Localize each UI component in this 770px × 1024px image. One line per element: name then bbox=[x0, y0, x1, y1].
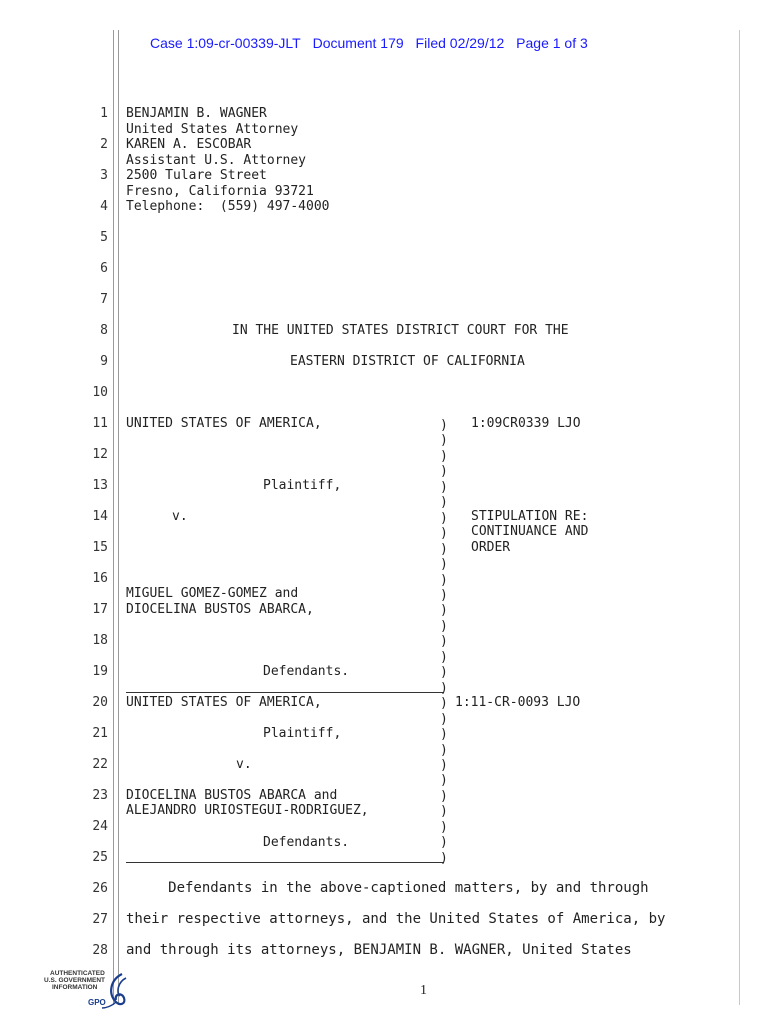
versus: v. bbox=[236, 757, 252, 772]
line-number: 1 bbox=[100, 106, 108, 121]
caption-paren: ) bbox=[440, 418, 448, 433]
line-number: 15 bbox=[92, 540, 108, 555]
caption-paren: ) bbox=[440, 448, 448, 464]
caption-paren: ) bbox=[440, 618, 448, 634]
line-number: 9 bbox=[100, 354, 108, 369]
line-number: 12 bbox=[92, 447, 108, 462]
body-line-26: Defendants in the above-captioned matters, by and through bbox=[126, 880, 649, 896]
caption-paren: ) bbox=[440, 634, 448, 650]
plaintiff-name: UNITED STATES OF AMERICA, bbox=[126, 695, 322, 710]
caption-paren: ) bbox=[440, 526, 448, 542]
line-number: 18 bbox=[92, 633, 108, 648]
caption-paren: ) bbox=[440, 696, 448, 712]
document-title-line-2: CONTINUANCE AND bbox=[471, 524, 589, 539]
defendants-line-1: DIOCELINA BUSTOS ABARCA and bbox=[126, 788, 338, 803]
defendants-line-2: ALEJANDRO URIOSTEGUI-RODRIGUEZ, bbox=[126, 803, 369, 818]
caption-paren: ) bbox=[440, 464, 448, 480]
attorney-title: United States Attorney bbox=[126, 122, 299, 137]
caption-divider bbox=[126, 862, 444, 863]
caption-paren: ) bbox=[440, 788, 448, 804]
logo-gpo-text: GPO bbox=[88, 998, 106, 1007]
case-number-second: 1:11-CR-0093 LJO bbox=[455, 695, 581, 710]
caption-paren: ) bbox=[440, 433, 448, 449]
line-number: 8 bbox=[100, 323, 108, 338]
caption-paren: ) bbox=[440, 819, 448, 835]
line-number: 25 bbox=[92, 850, 108, 865]
assistant-attorney-title: Assistant U.S. Attorney bbox=[126, 153, 307, 168]
caption-paren: ) bbox=[440, 495, 448, 511]
caption-paren: ) bbox=[440, 742, 448, 758]
defendants-label: Defendants. bbox=[263, 835, 350, 850]
line-number: 11 bbox=[92, 416, 108, 431]
caption-paren: ) bbox=[440, 572, 448, 588]
document-number: Document 179 bbox=[312, 35, 404, 51]
line-number: 16 bbox=[92, 571, 108, 586]
logo-text-3: INFORMATION bbox=[52, 984, 98, 991]
eagle-icon bbox=[102, 972, 132, 1012]
page-number: 1 bbox=[420, 983, 427, 998]
line-number: 24 bbox=[92, 819, 108, 834]
line-number: 26 bbox=[92, 881, 108, 896]
gpo-authentication-logo bbox=[40, 970, 135, 1015]
city-state-zip: Fresno, California 93721 bbox=[126, 184, 314, 199]
caption-paren: ) bbox=[440, 603, 448, 619]
line-number: 4 bbox=[100, 199, 108, 214]
line-number: 23 bbox=[92, 788, 108, 803]
line-number: 27 bbox=[92, 912, 108, 927]
court-title: IN THE UNITED STATES DISTRICT COURT FOR THE bbox=[232, 323, 569, 338]
case-number: Case 1:09-cr-00339-JLT bbox=[150, 35, 301, 51]
line-number: 22 bbox=[92, 757, 108, 772]
caption-paren: ) bbox=[440, 680, 448, 696]
body-line-28: and through its attorneys, BENJAMIN B. WAGNER, United States bbox=[126, 942, 632, 958]
caption-paren: ) bbox=[440, 773, 448, 789]
caption-paren: ) bbox=[440, 510, 448, 526]
case-number-first: 1:09CR0339 LJO bbox=[471, 416, 581, 431]
line-number: 3 bbox=[100, 168, 108, 183]
caption-divider bbox=[126, 692, 444, 693]
line-number: 28 bbox=[92, 943, 108, 958]
line-number: 13 bbox=[92, 478, 108, 493]
defendants-line-2: DIOCELINA BUSTOS ABARCA, bbox=[126, 602, 314, 617]
caption-paren: ) bbox=[440, 757, 448, 773]
filed-date: Filed 02/29/12 bbox=[415, 35, 505, 51]
attorney-name: BENJAMIN B. WAGNER bbox=[126, 106, 267, 121]
telephone: Telephone: (559) 497-4000 bbox=[126, 199, 330, 214]
caption-paren: ) bbox=[440, 665, 448, 681]
caption-paren: ) bbox=[440, 541, 448, 557]
plaintiff-label: Plaintiff, bbox=[263, 478, 342, 493]
defendants-label: Defendants. bbox=[263, 664, 350, 679]
logo-text-1: AUTHENTICATED bbox=[50, 970, 105, 977]
plaintiff-name: UNITED STATES OF AMERICA, bbox=[126, 416, 322, 431]
caption-paren: ) bbox=[440, 850, 448, 866]
line-number: 17 bbox=[92, 602, 108, 617]
line-number: 10 bbox=[92, 385, 108, 400]
caption-paren: ) bbox=[440, 711, 448, 727]
line-number: 2 bbox=[100, 137, 108, 152]
document-title-line-3: ORDER bbox=[471, 540, 511, 555]
caption-paren: ) bbox=[440, 727, 448, 742]
left-margin-rule-inner bbox=[118, 30, 119, 1005]
line-number: 14 bbox=[92, 509, 108, 524]
line-number: 19 bbox=[92, 664, 108, 679]
page-indicator: Page 1 of 3 bbox=[516, 35, 588, 51]
caption-paren: ) bbox=[440, 557, 448, 573]
caption-paren: ) bbox=[440, 588, 448, 603]
right-margin-rule bbox=[739, 30, 740, 1005]
defendants-line-1: MIGUEL GOMEZ-GOMEZ and bbox=[126, 586, 299, 601]
caption-paren: ) bbox=[440, 804, 448, 820]
caption-paren: ) bbox=[440, 479, 448, 495]
line-number: 5 bbox=[100, 230, 108, 245]
line-number: 6 bbox=[100, 261, 108, 276]
plaintiff-label: Plaintiff, bbox=[263, 726, 342, 741]
document-title-line-1: STIPULATION RE: bbox=[471, 509, 589, 524]
line-number: 21 bbox=[92, 726, 108, 741]
assistant-attorney-name: KAREN A. ESCOBAR bbox=[126, 137, 252, 152]
line-number: 20 bbox=[92, 695, 108, 710]
logo-text-2: U.S. GOVERNMENT bbox=[44, 977, 106, 984]
case-header bbox=[150, 35, 596, 51]
caption-paren: ) bbox=[440, 649, 448, 665]
versus: v. bbox=[172, 509, 188, 524]
court-district: EASTERN DISTRICT OF CALIFORNIA bbox=[290, 354, 525, 369]
body-line-27: their respective attorneys, and the United States of America, by bbox=[126, 911, 666, 927]
left-margin-rule bbox=[113, 30, 114, 1005]
caption-paren: ) bbox=[440, 835, 448, 851]
street-address: 2500 Tulare Street bbox=[126, 168, 267, 183]
line-number: 7 bbox=[100, 292, 108, 307]
